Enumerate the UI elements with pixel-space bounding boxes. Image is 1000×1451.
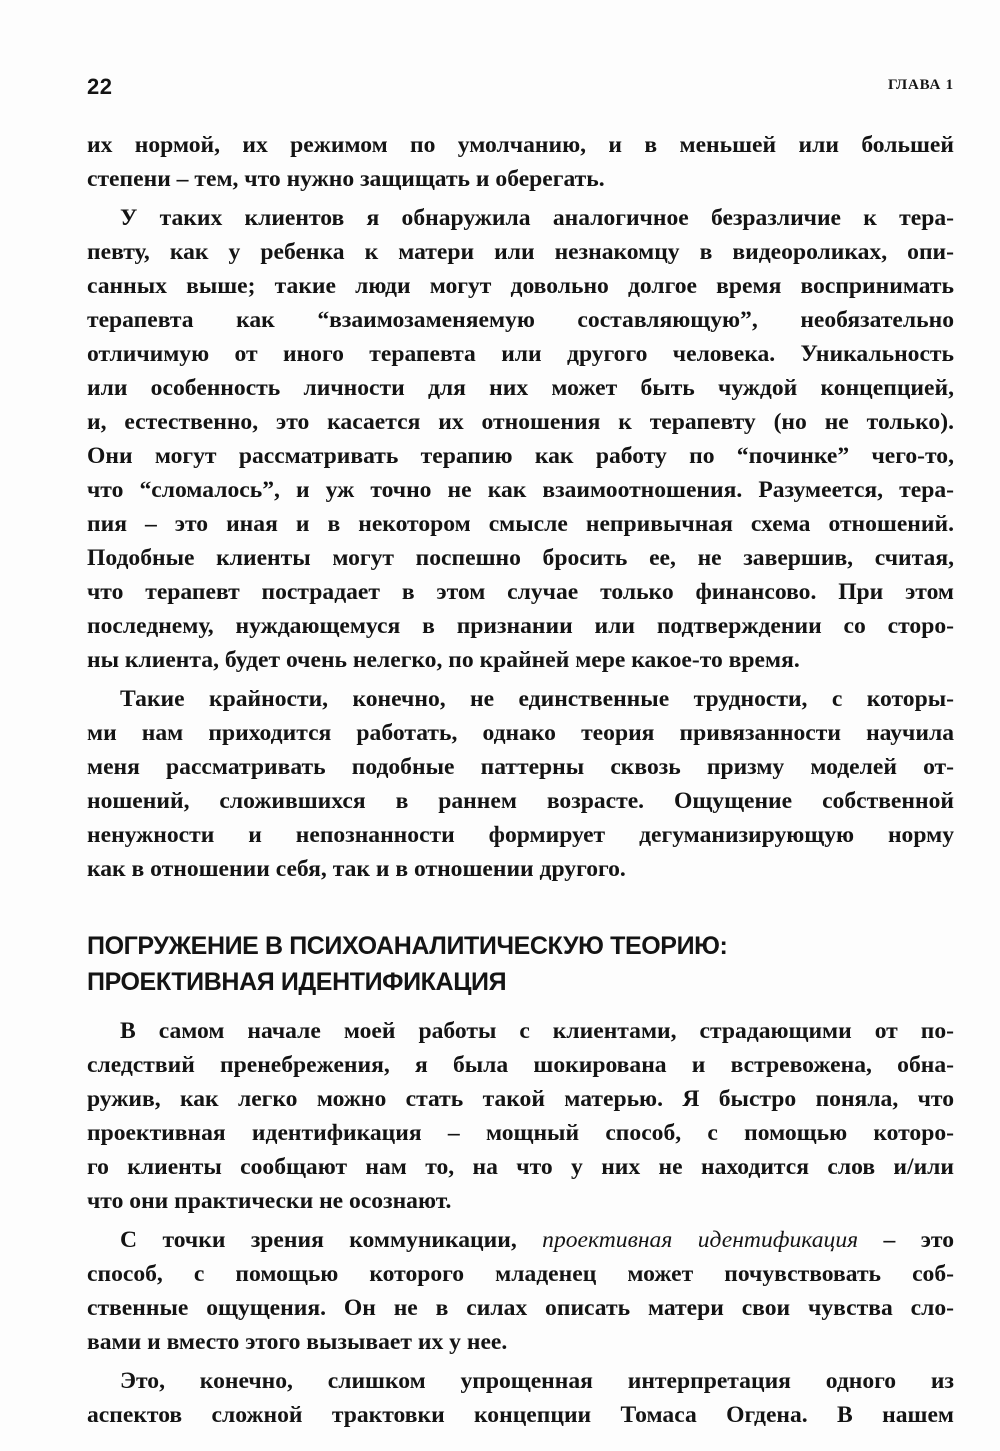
text-line: Они могут рассматривать терапию как работу по “починке” чего-то, [87, 443, 954, 469]
section-heading-line: ПОГРУЖЕНИЕ В ПСИХОАНАЛИТИЧЕСКУЮ ТЕОРИЮ: [87, 932, 728, 960]
text-line: их нормой, их режимом по умолчанию, и в меньшей или большей [87, 132, 954, 158]
paragraph-2 [87, 201, 954, 677]
section-heading [87, 928, 954, 1000]
text-line: Такие крайности, конечно, не единственные трудности, с которы- [120, 686, 954, 712]
text-line: ны клиента, будет очень нелегко, по крайней мере какое-то время. [87, 647, 800, 673]
text-line: как в отношении себя, так и в отношении другого. [87, 856, 626, 882]
text-line: Это, конечно, слишком упрощенная интерпретация одного из [120, 1368, 954, 1394]
page-body [87, 128, 954, 1432]
paragraph-1 [87, 128, 954, 196]
text-segment: – это [858, 1227, 954, 1253]
text-line: ношений, сложившихся в раннем возрасте. Ощущение собственной [87, 788, 954, 814]
italic-term: проективная идентификация [542, 1227, 859, 1253]
paragraph-3 [87, 682, 954, 886]
text-line: последнему, нуждающемуся в признании или подтверждении со сторо- [87, 613, 954, 639]
text-line: что “сломалось”, и уж точно не как взаимоотношения. Разумеется, тера- [87, 477, 954, 503]
text-line: отличимую от иного терапевта или другого человека. Уникальность [87, 341, 954, 367]
text-line: следствий пренебрежения, я была шокирована и встревожена, обна- [87, 1052, 954, 1078]
text-line: аспектов сложной трактовки концепции Томаса Огдена. В нашем [87, 1402, 954, 1428]
text-segment: С точки зрения коммуникации, [120, 1227, 543, 1253]
text-line: терапевта как “взаимозаменяемую составляющую”, необязательно [87, 307, 954, 333]
section-paragraph-3 [87, 1364, 954, 1432]
text-line: или особенность личности для них может быть чуждой концепцией, [87, 375, 954, 401]
text-line: певту, как у ребенка к матери или незнакомцу в видеороликах, опи- [87, 239, 954, 265]
text-line: и, естественно, это касается их отношения к терапевту (но не только). [87, 409, 954, 435]
text-line: У таких клиентов я обнаружила аналогичное безразличие к тера- [120, 205, 954, 231]
text-line: способ, с помощью которого младенец может почувствовать соб- [87, 1261, 954, 1287]
page-header [87, 74, 954, 104]
chapter-running-head: ГЛАВА 1 [887, 77, 954, 93]
text-line: пия – это иная и в некотором смысле непривычная схема отношений. [87, 511, 954, 537]
text-line: го клиенты сообщают нам то, на что у них не находится слов и/или [87, 1154, 954, 1180]
page-number: 22 [87, 74, 113, 99]
text-line: проективная идентификация – мощный способ, с помощью которо- [87, 1120, 954, 1146]
text-line: ственные ощущения. Он не в силах описать матери свои чувства сло- [87, 1295, 954, 1321]
section-paragraph-2 [87, 1223, 954, 1359]
section-heading-line: ПРОЕКТИВНАЯ ИДЕНТИФИКАЦИЯ [87, 968, 507, 996]
text-line: ми нам приходится работать, однако теория привязанности научила [87, 720, 954, 746]
text-line: что терапевт пострадает в этом случае только финансово. При этом [87, 579, 954, 605]
text-line: вами и вместо этого вызывает их у нее. [87, 1329, 508, 1355]
text-line: В самом начале моей работы с клиентами, страдающими от по- [120, 1018, 954, 1044]
text-line: санных выше; такие люди могут довольно долгое время воспринимать [87, 273, 954, 299]
text-line [87, 1223, 954, 1257]
text-line: что они практически не осознают. [87, 1188, 452, 1214]
text-line: степени – тем, что нужно защищать и оберегать. [87, 166, 605, 192]
section-paragraph-1 [87, 1014, 954, 1218]
text-line: ненужности и непознанности формирует дегуманизирующую норму [87, 822, 954, 848]
text-line: Подобные клиенты могут поспешно бросить ее, не завершив, считая, [87, 545, 954, 571]
text-line: меня рассматривать подобные паттерны сквозь призму моделей от- [87, 754, 954, 780]
text-line: ружив, как легко можно стать такой матерью. Я быстро поняла, что [87, 1086, 954, 1112]
